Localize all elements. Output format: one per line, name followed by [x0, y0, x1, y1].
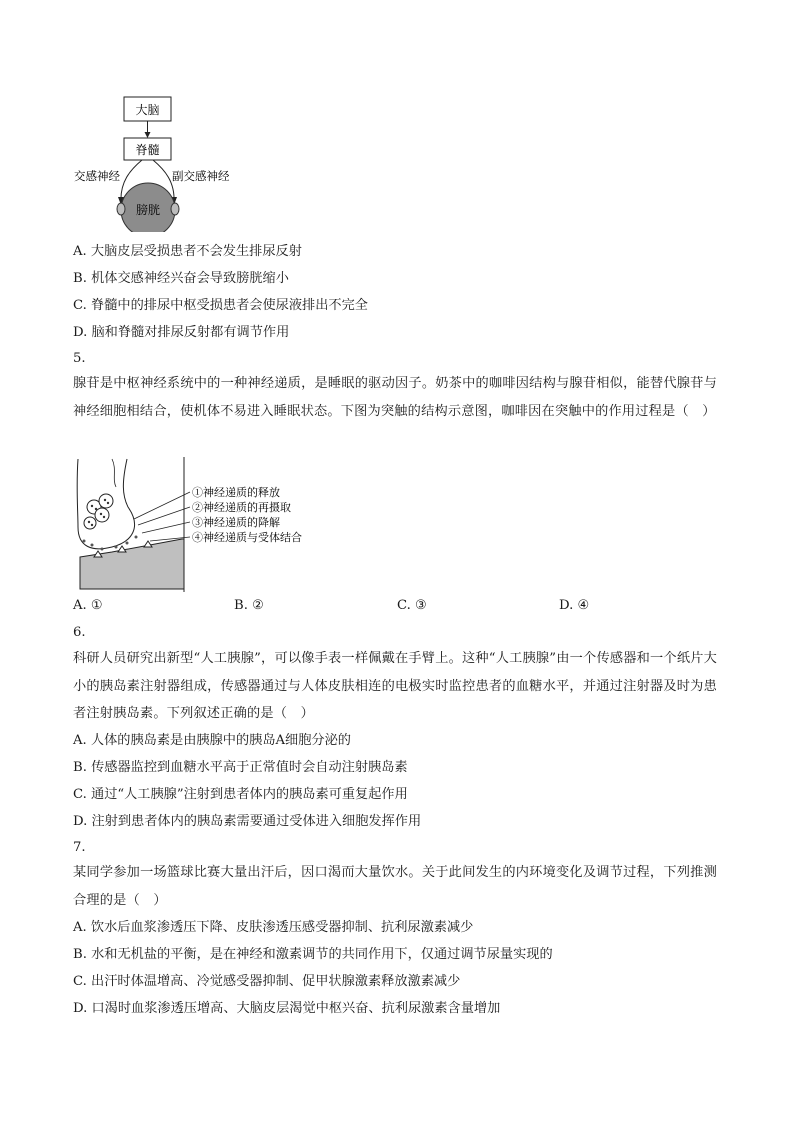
- q5-option-c[interactable]: C. ③: [397, 598, 427, 613]
- q5-option-d[interactable]: D. ④: [559, 598, 590, 613]
- q7-option-b[interactable]: B. 水和无机盐的平衡，是在神经和激素调节的共同作用下，仅通过调节尿量实现的: [73, 947, 553, 962]
- q5-stem: 腺苷是中枢神经系统中的一种神经递质，是睡眠的驱动因子。奶茶中的咖啡因结构与腺苷相似，能替代腺苷与神经细胞相结合，使机体不易进入睡眠状态。下图为突触的结构示意图，咖啡因在突触中的作用过程是（ ）: [73, 376, 717, 419]
- q7-number: 7.: [73, 840, 86, 855]
- synapse-label-3: ③神经递质的降解: [192, 516, 280, 529]
- synapse-label-2: ②神经递质的再摄取: [192, 501, 291, 514]
- parasympathetic-label: 副交感神经: [172, 169, 230, 183]
- synapse-label-1: ①神经递质的释放: [192, 486, 280, 499]
- synapse-diagram: [72, 457, 322, 592]
- q6-stem: 科研人员研究出新型“人工胰腺”，可以像手表一样佩戴在手臂上。这种“人工胰腺”由一个传感器和一个纸片大小的胰岛素注射器组成，传感器通过与人体皮肤相连的电极实时监控患者的血糖水平，并通过注射器及时为患者注射胰岛素。下列叙述正确的是（ ）: [73, 651, 717, 721]
- q7-option-c[interactable]: C. 出汗时体温增高、冷觉感受器抑制、促甲状腺激素释放激素减少: [73, 974, 461, 989]
- q7-stem: 某同学参加一场篮球比赛大量出汗后，因口渴而大量饮水。关于此间发生的内环境变化及调节过程，下列推测合理的是（ ）: [73, 865, 717, 908]
- q6-option-b[interactable]: B. 传感器监控到血糖水平高于正常值时会自动注射胰岛素: [73, 760, 408, 775]
- brain-label: 大脑: [135, 103, 160, 117]
- q7-option-d[interactable]: D. 口渴时血浆渗透压增高、大脑皮层渴觉中枢兴奋、抗利尿激素含量增加: [73, 1001, 501, 1016]
- q4-option-b[interactable]: B. 机体交感神经兴奋会导致膀胱缩小: [73, 271, 289, 286]
- q5-number: 5.: [73, 351, 86, 366]
- q6-number: 6.: [73, 625, 86, 640]
- q6-option-a[interactable]: A. 人体的胰岛素是由胰腺中的胰岛A细胞分泌的: [73, 733, 351, 748]
- q5-option-a[interactable]: A. ①: [73, 598, 103, 613]
- q7-option-a[interactable]: A. 饮水后血浆渗透压下降、皮肤渗透压感受器抑制、抗利尿激素减少: [73, 920, 474, 935]
- q4-option-c[interactable]: C. 脊髓中的排尿中枢受损患者会使尿液排出不完全: [73, 298, 368, 313]
- sympathetic-label: 交感神经: [74, 169, 120, 183]
- q4-option-d[interactable]: D. 脑和脊髓对排尿反射都有调节作用: [73, 325, 290, 340]
- q6-option-c[interactable]: C. 通过“人工胰腺”注射到患者体内的胰岛素可重复起作用: [73, 787, 408, 802]
- q6-option-d[interactable]: D. 注射到患者体内的胰岛素需要通过受体进入细胞发挥作用: [73, 814, 422, 829]
- bladder-reflex-diagram: [70, 92, 250, 232]
- q4-option-a[interactable]: A. 大脑皮层受损患者不会发生排尿反射: [73, 244, 302, 259]
- q5-option-b[interactable]: B. ②: [234, 598, 264, 613]
- synapse-label-4: ④神经递质与受体结合: [192, 531, 302, 544]
- bladder-label: 膀胱: [135, 203, 161, 217]
- spinal-cord-label: 脊髓: [135, 143, 160, 157]
